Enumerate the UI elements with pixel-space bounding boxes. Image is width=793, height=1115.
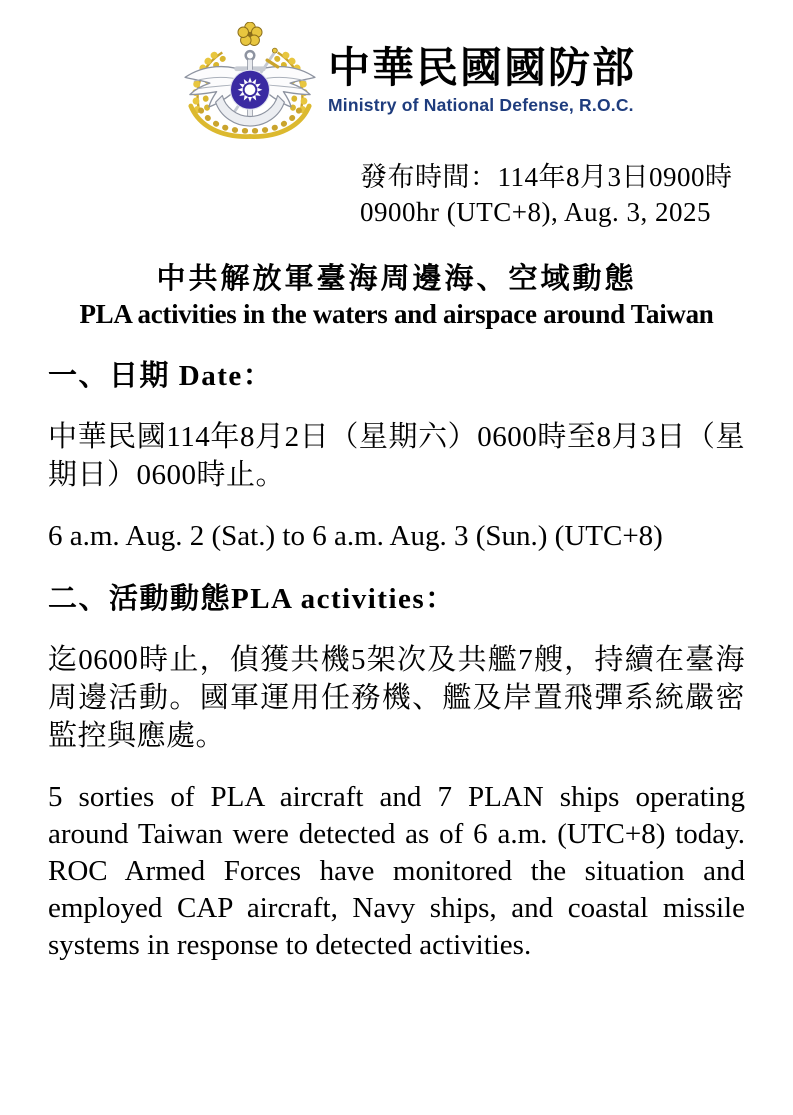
section-date-paragraph-en: 6 a.m. Aug. 2 (Sat.) to 6 a.m. Aug. 3 (Sun.) (UTC+8): [48, 520, 663, 552]
release-time-zh: 發布時間：114年8月3日0900時: [360, 162, 733, 192]
section-date: [48, 358, 745, 555]
release-time-block: [360, 160, 793, 230]
section-pla-activities-paragraph-zh: 迄0600時止，偵獲共機5架次及共艦7艘，持續在臺海周邊活動。國軍運用任務機、艦及岸置飛彈系統嚴密監控與應處。: [48, 644, 745, 752]
section-pla-activities-heading: 二、活動動態PLA activities：: [48, 583, 456, 615]
section-date-paragraph-zh: 中華民國114年8月2日（星期六）0600時至8月3日（星期日）0600時止。: [48, 421, 745, 491]
document-body: [48, 358, 745, 964]
ministry-emblem-icon: [178, 22, 322, 148]
section-date-heading: 一、日期 Date：: [48, 360, 274, 392]
document-title: [0, 262, 793, 332]
section-pla-activities-paragraph-en: 5 sorties of PLA aircraft and 7 PLAN ships operating around Taiwan were detected as of 6 a.m. (UTC+8) today. ROC Armed Forces have monitored the situation and employed CAP aircraft, Navy ships, and coastal missile systems in response to detected activities.: [48, 781, 745, 961]
org-name-zh: 中華民國國防部: [328, 46, 637, 92]
ministry-header: [0, 0, 793, 148]
org-names: [328, 46, 636, 116]
section-pla-activities: [48, 581, 745, 964]
org-name-en: Ministry of National Defense, R.O.C.: [328, 95, 634, 116]
document-title-en: PLA activities in the waters and airspace around Taiwan: [79, 299, 714, 329]
document-title-zh: 中共解放軍臺海周邊海、空域動態: [156, 263, 637, 295]
release-time-en: 0900hr (UTC+8), Aug. 3, 2025: [360, 197, 711, 227]
